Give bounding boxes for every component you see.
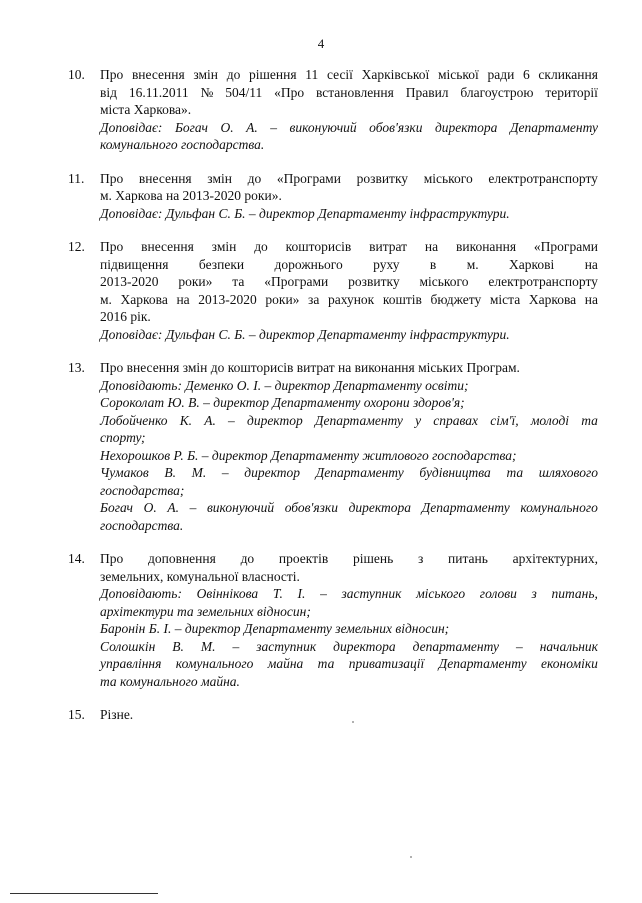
speaker-line: управління комунального майна та приватизації Департаменту економіки <box>100 656 598 671</box>
page-number: 4 <box>317 36 325 51</box>
agenda-text-line: Про внесення змін до рішення 11 сесії Харківської міської ради 6 скликання <box>100 67 598 82</box>
speaker-line: Нехорошков Р. Б. – директор Департаменту житлового господарства; <box>100 447 517 463</box>
agenda-text-line: Про внесення змін до кошторисів витрат на виконання «Програми <box>100 239 598 254</box>
agenda-item <box>68 706 598 724</box>
agenda-text-line: Про внесення змін до кошторисів витрат на виконання міських Програм. <box>100 360 520 375</box>
agenda-text-line: 2013-2020 роки» та «Програми розвитку міського електротранспорту <box>100 274 598 289</box>
scan-speck <box>410 856 412 858</box>
agenda-text-line: підвищення безпеки дорожнього руху в м. Харкові на <box>100 256 598 272</box>
speaker-line: господарства; <box>100 482 185 498</box>
agenda-text-line: 2016 рік. <box>100 309 151 324</box>
speaker-line: господарства. <box>100 517 184 533</box>
agenda-text-line: від 16.11.2011 № 504/11 «Про встановлення Правил благоустрою території <box>100 84 598 100</box>
speaker-line: архітектури та земельних відносин; <box>100 603 311 619</box>
agenda-item-number: 12. <box>68 239 85 254</box>
agenda-list <box>68 66 598 740</box>
agenda-item-number: 15. <box>68 707 85 722</box>
speaker-line: Сороколат Ю. В. – директор Департаменту охорони здоров'я; <box>100 395 465 410</box>
speaker-line: Чумаков В. М. – директор Департаменту будівництва та шляхового <box>100 465 598 480</box>
agenda-item <box>68 359 598 534</box>
speaker-line: Богач О. А. – виконуючий обов'язки директора Департаменту комунального <box>100 500 598 515</box>
agenda-item-number: 11. <box>68 170 85 186</box>
speaker-line: Баронін Б. І. – директор Департаменту земельних відносин; <box>100 621 450 636</box>
speaker-line: Солошкін В. М. – заступник директора департаменту – начальник <box>100 638 598 654</box>
speaker-line: Доповідає: Дульфан С. Б. – директор Департаменту інфраструктури. <box>100 326 510 342</box>
agenda-text-line: Про внесення змін до «Програми розвитку міського електротранспорту <box>100 170 598 186</box>
agenda-item <box>68 238 598 343</box>
agenda-item <box>68 170 598 223</box>
speaker-line: Доповідають: Деменко О. І. – директор Департаменту освіти; <box>100 377 469 393</box>
agenda-text-line: Про доповнення до проектів рішень з питань архітектурних, <box>100 551 598 566</box>
speaker-line: Доповідає: Богач О. А. – виконуючий обов'язки директора Департаменту <box>100 119 598 135</box>
bottom-rule <box>10 893 158 894</box>
agenda-text-line: Різне. <box>100 707 134 722</box>
agenda-item <box>68 66 598 154</box>
speaker-line: Доповідають: Овіннікова Т. І. – заступник міського голови з питань, <box>100 586 598 601</box>
speaker-line: Доповідає: Дульфан С. Б. – директор Департаменту інфраструктури. <box>100 205 510 221</box>
agenda-text-line: м. Харкова на 2013-2020 роки» за рахунок коштів бюджету міста Харкова на <box>100 291 598 307</box>
agenda-text-line: земельних, комунальної власності. <box>100 568 300 584</box>
speaker-line: комунального господарства. <box>100 137 265 152</box>
agenda-item-number: 13. <box>68 360 85 375</box>
speaker-line: Лобойченко К. А. – директор Департаменту у справах сім'ї, молоді та <box>100 412 598 428</box>
speaker-line: спорту; <box>100 430 146 445</box>
scan-speck <box>352 721 354 723</box>
agenda-text-line: м. Харкова на 2013-2020 роки». <box>100 188 282 203</box>
agenda-item-number: 10. <box>68 67 85 82</box>
agenda-item-number: 14. <box>68 551 85 566</box>
agenda-item <box>68 550 598 690</box>
speaker-line: та комунального майна. <box>100 673 240 689</box>
agenda-text-line: міста Харкова». <box>100 102 192 117</box>
